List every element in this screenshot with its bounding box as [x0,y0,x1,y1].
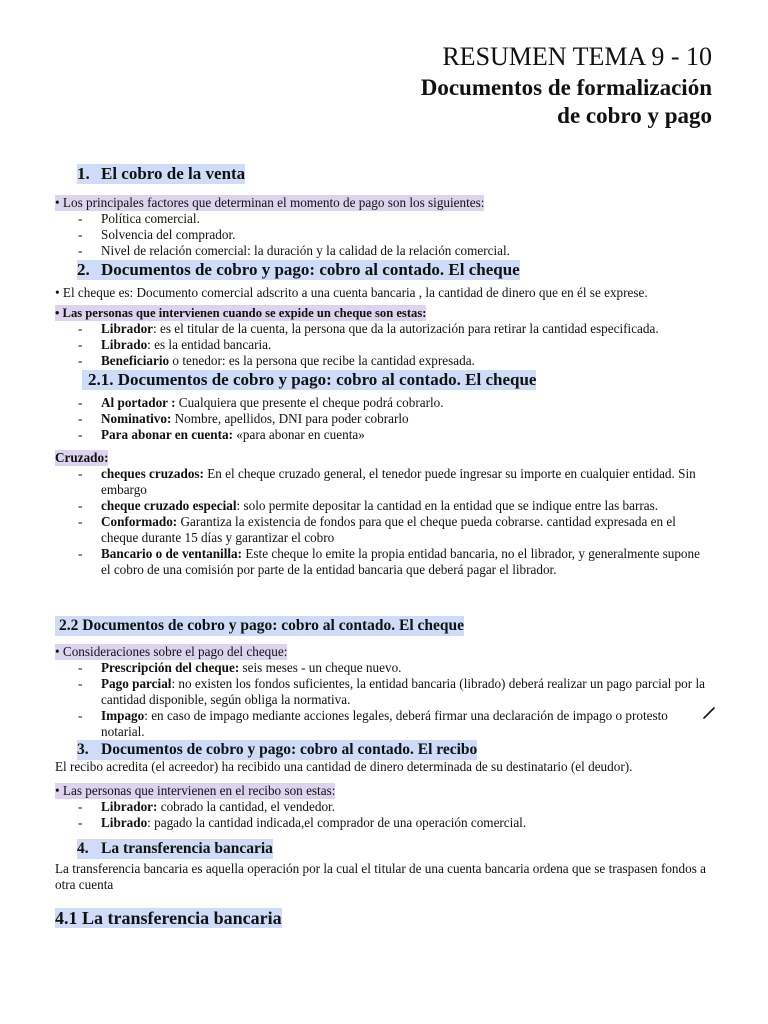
list-item-text: : pagado la cantidad indicada,el comprador de una operación comercial. [147,815,527,830]
list-item-term: Beneficiario [101,353,170,368]
list-item-term: Conformado: [101,514,178,529]
section-2-2-heading: 2.2 Documentos de cobro y pago: cobro al contado. El cheque [55,616,464,636]
section-1-number: 1. [77,164,90,183]
list-item-term: Impago [101,708,145,723]
list-item-term: cheque cruzado especial [101,498,237,513]
section-4-heading [77,839,273,859]
section-2-2-intro: • Consideraciones sobre el pago del cheque: [55,644,288,659]
section-3-heading [77,740,477,760]
list-item-term: Bancario o de ventanilla: [101,546,243,561]
pen-stroke-icon [702,706,716,720]
section-2-heading [77,260,520,280]
list-item-term: Para abonar en cuenta: [101,427,233,442]
section-3-list [55,799,705,831]
list-item [55,353,705,369]
list-item-text: Garantiza la existencia de fondos para que el cheque pueda cobrarse. cantidad expresada en el cheque durante 15 días y garantizar el cobro [101,514,676,545]
list-item [55,815,705,831]
section-2-1-list [55,395,705,443]
list-item-text: En el cheque cruzado general, el tenedor puede ingresar su importe en cualquier entidad. Sin embargo [101,466,696,497]
list-item: - Nivel de relación comercial: la duración y la calidad de la relación comercial. [55,243,705,259]
list-item: - Solvencia del comprador. [55,227,705,243]
list-item [55,546,705,578]
section-2-title: Documentos de cobro y pago: cobro al contado. El cheque [101,260,520,279]
list-item-term: Librado [101,337,148,352]
section-3-title: Documentos de cobro y pago: cobro al contado. El recibo [101,741,478,758]
list-item [55,427,705,443]
cruzado-list [55,466,705,578]
section-2-intro-2: • Las personas que intervienen cuando se expide un cheque son estas: [55,306,427,320]
list-item-text: «para abonar en cuenta» [233,427,365,442]
list-item [55,411,705,427]
list-item-text: : es la entidad bancaria. [147,337,272,352]
list-item-text: Cualquiera que presente el cheque podrá cobrarlo. [175,395,444,410]
section-2-number: 2. [77,260,90,279]
list-item-text: Este cheque lo emite la propia entidad bancaria, no el librador, y generalmente supone el cobro de una comisión por parte de la entidad bancaria que deberá pagar el librador. [101,546,700,577]
section-2-1-heading: 2.1. Documentos de cobro y pago: cobro al contado. El cheque [82,370,536,390]
section-2-2-list [55,660,705,740]
list-item-term: Al portador : [101,395,176,410]
list-item-text: : en caso de impago mediante acciones legales, deberá firmar una declaración de impago o protesto notarial. [101,708,668,739]
list-item-text: Nombre, apellidos, DNI para poder cobrarlo [171,411,409,426]
section-3-number: 3. [77,741,89,758]
section-1-heading [77,164,245,184]
document-title: RESUMEN TEMA 9 - 10 [442,42,712,71]
section-2-list [55,321,705,369]
list-item-term: Librado [101,815,148,830]
section-3-intro-2: • Las personas que intervienen en el recibo son estas: [55,783,336,798]
list-item-text: o tenedor: es la persona que recibe la cantidad expresada. [169,353,475,368]
list-item-text: : solo permite depositar la cantidad en la entidad que se indique entre las barras. [236,498,659,513]
list-item [55,676,705,708]
list-item [55,337,705,353]
section-1-list [55,211,705,259]
list-item-text: seis meses - un cheque nuevo. [239,660,402,675]
list-item [55,708,705,740]
section-1-title: El cobro de la venta [101,164,246,183]
list-item: - Política comercial. [55,211,705,227]
cruzado-label: Cruzado: [55,450,109,465]
list-item [55,660,705,676]
section-4-text: La transferencia bancaria es aquella operación por la cual el titular de una cuenta bancaria ordena que se traspasen fondos a otra cuenta [55,861,706,892]
list-item [55,466,705,498]
section-4-title: La transferencia bancaria [101,840,273,857]
list-item-term: Nominativo: [101,411,172,426]
section-3-intro: El recibo acredita (el acreedor) ha recibido una cantidad de dinero determinada de su destinatario (el deudor). [55,759,633,774]
list-item [55,395,705,411]
document-subtitle-line-2: de cobro y pago [557,103,712,128]
section-4-1-heading: 4.1 La transferencia bancaria [55,908,282,928]
list-item [55,498,705,514]
section-2-intro: • El cheque es: Documento comercial adscrito a una cuenta bancaria , la cantidad de dinero que en él se exprese. [55,285,648,300]
document-subtitle-line-1: Documentos de formalización [420,75,712,100]
list-item-term: Prescripción del cheque: [101,660,240,675]
section-1-intro: • Los principales factores que determinan el momento de pago son los siguientes: [55,195,485,210]
list-item-term: Librador [101,321,154,336]
list-item-term: Librador: [101,799,158,814]
list-item-text: : es el titular de la cuenta, la persona que da la autorización para retirar la cantidad especificada. [153,321,659,336]
list-item-text: : no existen los fondos suficientes, la entidad bancaria (librado) deberá realizar un pago parcial por la cantidad disponible, según obliga la normativa. [101,676,705,707]
list-item [55,799,705,815]
list-item-text: cobrado la cantidad, el vendedor. [157,799,336,814]
list-item [55,514,705,546]
list-item [55,321,705,337]
list-item-term: cheques cruzados: [101,466,204,481]
list-item-term: Pago parcial [101,676,172,691]
section-4-number: 4. [77,840,89,857]
